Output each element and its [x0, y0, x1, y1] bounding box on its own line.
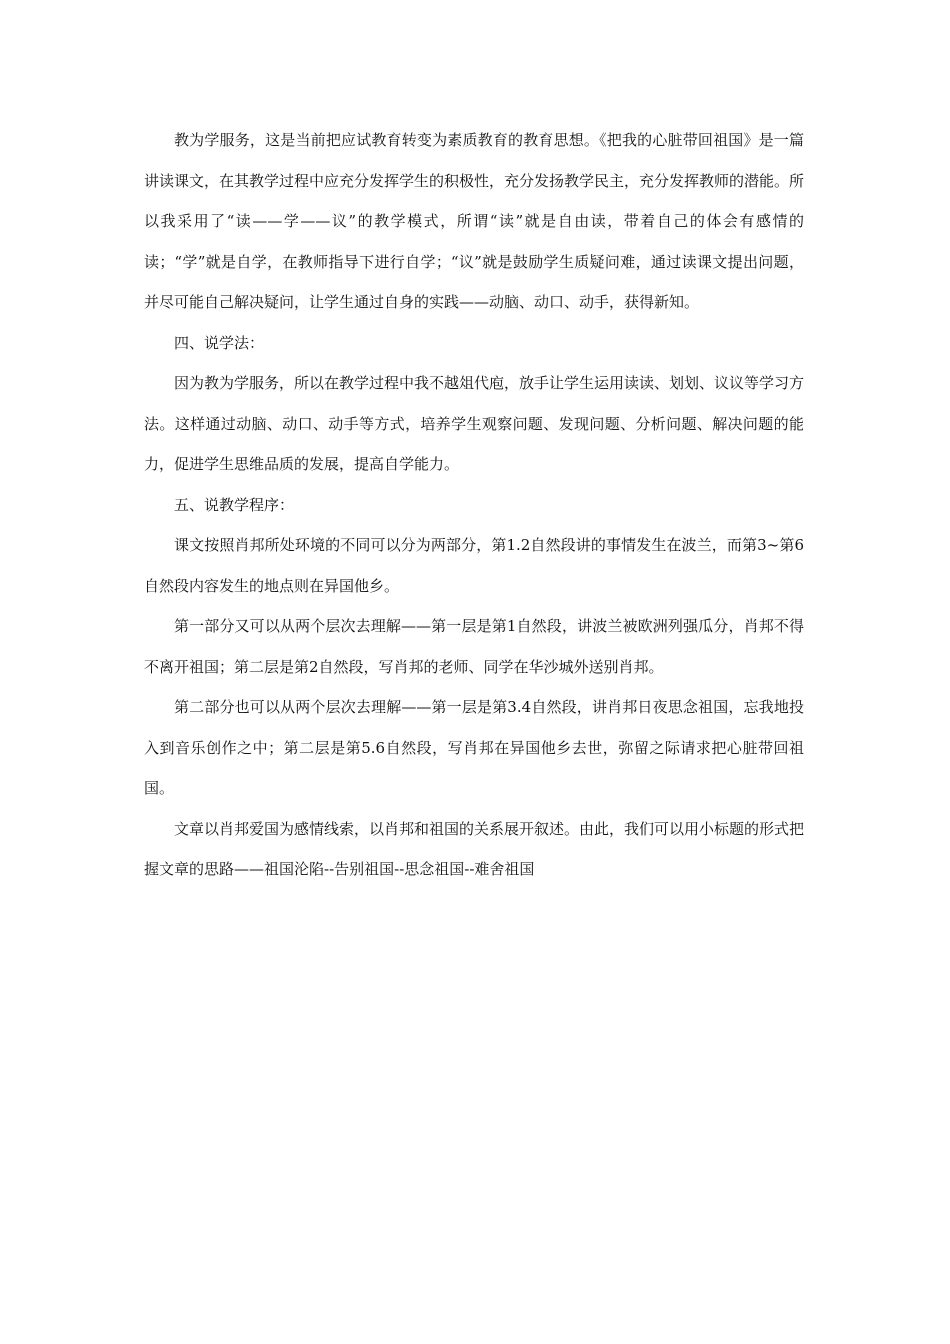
paragraph-summary: 文章以肖邦爱国为感情线索，以肖邦和祖国的关系展开叙述。由此，我们可以用小标题的形式把握文章的思路——祖国沦陷--告别祖国--思念祖国--难舍祖国 — [144, 819, 805, 878]
paragraph-study-method: 因为教为学服务，所以在教学过程中我不越俎代庖，放手让学生运用读读、划划、议议等学习方法。这样通过动脑、动口、动手等方式，培养学生观察问题、发现问题、分析问题、解决问题的能力，促进学生思维品质的发展，提高自学能力。 — [144, 374, 805, 473]
heading-teaching-procedure: 五、说教学程序： — [174, 495, 295, 514]
paragraph-text-structure: 课文按照肖邦所处环境的不同可以分为两部分，第1.2自然段讲的事情发生在波兰，而第3~第6自然段内容发生的地点则在异国他乡。 — [144, 536, 804, 595]
document-body — [144, 120, 804, 890]
paragraph-teaching-method: 教为学服务，这是当前把应试教育转变为素质教育的教育思想。《把我的心脏带回祖国》是一篇讲读课文，在其教学过程中应充分发挥学生的积极性，充分发扬教学民主，充分发挥教师的潜能。所以我采用了“读——学——议”的教学模式，所谓“读”就是自由读，带着自己的体会有感情的读；“学”就是自学，在教师指导下进行自学；“议”就是鼓励学生质疑问难，通过读课文提出问题，并尽可能自己解决疑问，让学生通过自身的实践——动脑、动口、动手，获得新知。 — [144, 131, 805, 311]
heading-study-method: 四、说学法： — [174, 333, 265, 352]
paragraph-part-one: 第一部分又可以从两个层次去理解——第一层是第1自然段，讲波兰被欧洲列强瓜分，肖邦不得不离开祖国；第二层是第2自然段，写肖邦的老师、同学在华沙城外送别肖邦。 — [144, 617, 804, 676]
paragraph-part-two: 第二部分也可以从两个层次去理解——第一层是第3.4自然段，讲肖邦日夜思念祖国，忘我地投入到音乐创作之中；第二层是第5.6自然段，写肖邦在异国他乡去世，弥留之际请求把心脏带回祖国。 — [144, 698, 804, 797]
